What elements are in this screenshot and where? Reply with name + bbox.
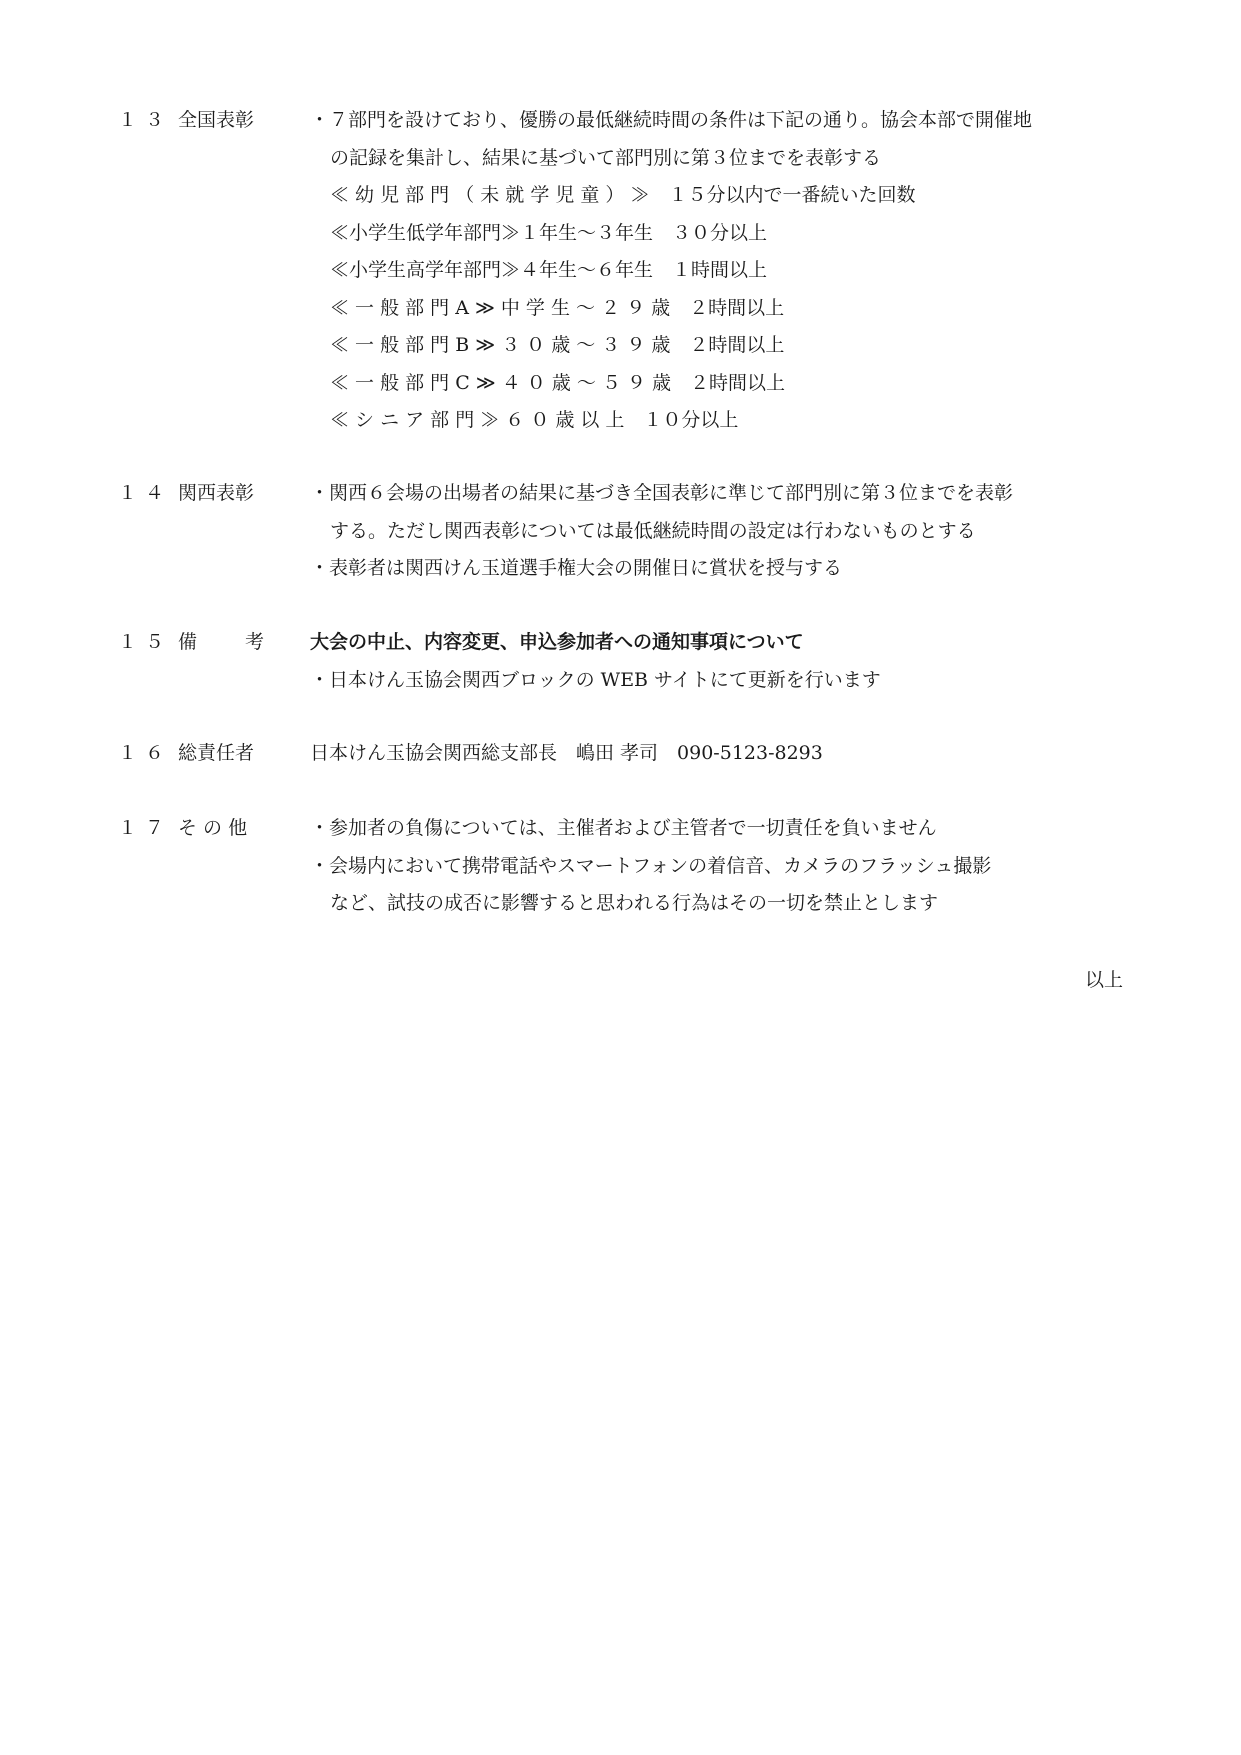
section-body xyxy=(310,810,1132,923)
body-line: など、試技の成否に影響すると思われる行為はその一切を禁止とします xyxy=(330,892,939,914)
section-body xyxy=(310,102,1132,440)
category-line: ≪ 幼 児 部 門 （ 未 就 学 児 童 ） ≫ １５分以内で一番続いた回数 xyxy=(330,184,916,206)
section-label-part: 考 xyxy=(244,631,264,653)
category-line: ≪ 一 般 部 門 C ≫ ４ ０ 歳 ～ ５ ９ 歳 ２時間以上 xyxy=(330,371,785,394)
body-line: ・表彰者は関西けん玉道選手権大会の開催日に賞状を授与する xyxy=(310,557,843,579)
section-number: １３ xyxy=(118,109,173,131)
body-line: ・７部門を設けており、優勝の最低継続時間の条件は下記の通り。協会本部で開催地 xyxy=(310,109,1033,131)
category-line: ≪小学生低学年部門≫１年生～３年生 ３０分以上 xyxy=(330,221,768,244)
section-number: １５ xyxy=(118,631,173,653)
category-line: ≪小学生高学年部門≫４年生～６年生 １時間以上 xyxy=(330,259,768,281)
section-label: 総責任者 xyxy=(178,742,255,764)
section-label: 関西表彰 xyxy=(178,482,255,504)
body-line: する。ただし関西表彰については最低継続時間の設定は行わないものとする xyxy=(330,519,976,542)
category-line: ≪ シ ニ ア 部 門 ≫ ６ ０ 歳 以 上 １０分以上 xyxy=(330,409,739,431)
section-number: １６ xyxy=(118,742,173,764)
body-line: ・日本けん玉協会関西ブロックの WEB サイトにて更新を行います xyxy=(310,668,881,691)
section-label: そ の 他 xyxy=(178,817,248,839)
section-body xyxy=(310,624,1132,699)
section-label xyxy=(178,624,264,662)
responsible-person: 日本けん玉協会関西総支部長 嶋田 孝司 090-5123-8293 xyxy=(310,742,823,764)
section-label: 全国表彰 xyxy=(178,109,255,131)
section-body xyxy=(310,735,1132,773)
body-line: ・参加者の負傷については、主催者および主管者で一切責任を負いません xyxy=(310,817,937,839)
section-body xyxy=(310,475,1132,588)
body-line: ・関西６会場の出場者の結果に基づき全国表彰に準じて部門別に第３位までを表彰 xyxy=(310,482,1014,504)
section-label-part: 備 xyxy=(178,631,198,653)
body-line: の記録を集計し、結果に基づいて部門別に第３位までを表彰する xyxy=(330,146,882,169)
body-line: ・会場内において携帯電話やスマートフォンの着信音、カメラのフラッシュ撮影 xyxy=(310,854,992,877)
section-number: １４ xyxy=(118,482,173,504)
category-line: ≪ 一 般 部 門 A ≫ 中 学 生 ～ ２ ９ 歳 ２時間以上 xyxy=(330,296,785,319)
category-line: ≪ 一 般 部 門 B ≫ ３ ０ 歳 ～ ３ ９ 歳 ２時間以上 xyxy=(330,334,785,356)
notice-heading: 大会の中止、内容変更、申込参加者への通知事項について xyxy=(310,631,804,653)
closing-text: 以上 xyxy=(1084,969,1123,991)
section-number: １７ xyxy=(118,817,173,839)
